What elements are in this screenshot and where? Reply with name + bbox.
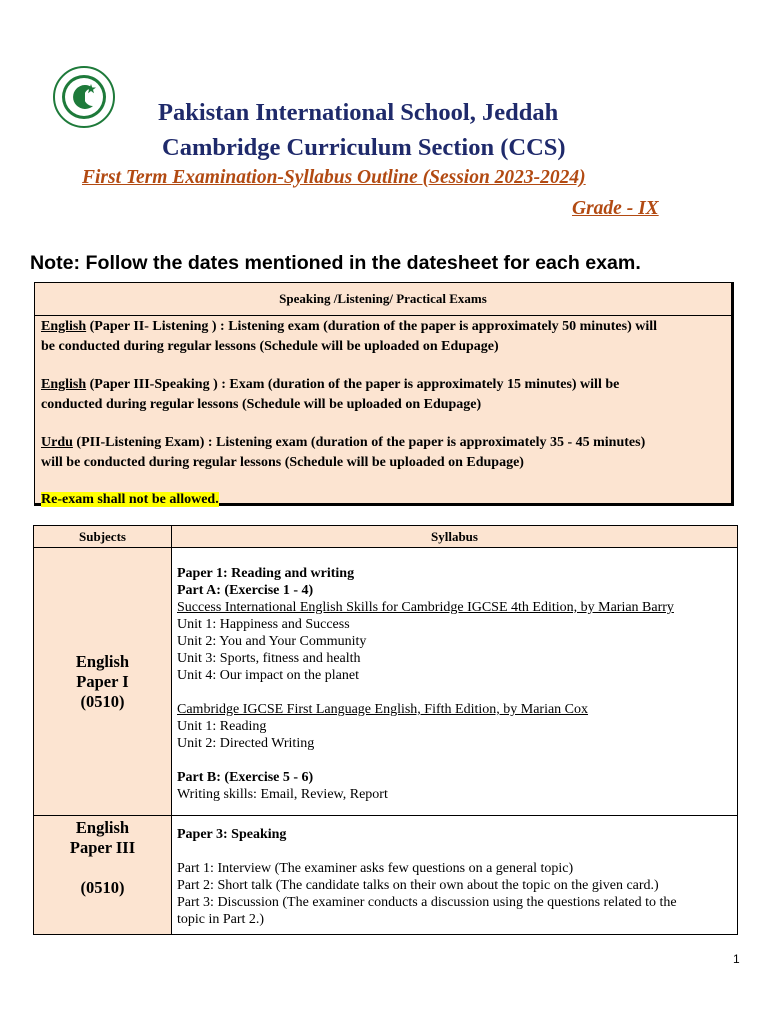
subject-cell: [34, 816, 172, 935]
datesheet-note: Note: Follow the dates mentioned in the datesheet for each exam.: [30, 252, 641, 274]
list-item: Unit 1: Reading: [177, 719, 267, 734]
paper-title: Paper 1: Reading and writing: [177, 566, 355, 581]
list-item: Part 2: Short talk (The candidate talks on their own about the topic on the given card.): [177, 878, 659, 893]
subject-name: English: [41, 377, 87, 392]
item-text: (Paper II- Listening ) : Listening exam (duration of the paper is approximately 50 minutes) will: [86, 319, 658, 334]
header-syllabus: Syllabus: [172, 526, 738, 548]
header-subjects: Subjects: [34, 526, 172, 548]
list-item: Part 3: Discussion (The examiner conducts a discussion using the questions related to the: [177, 895, 677, 910]
reexam-notice: [41, 490, 729, 510]
subject-name: Urdu: [41, 435, 73, 450]
section-name: Cambridge Curriculum Section (CCS): [162, 134, 566, 161]
exam-title: First Term Examination-Syllabus Outline (Session 2023-2024): [82, 167, 586, 188]
subject-line: (0510): [80, 691, 125, 711]
subject-cell: [34, 548, 172, 816]
speaking-box-title: Speaking /Listening/ Practical Exams: [35, 283, 731, 316]
grade-label: Grade - IX: [572, 198, 659, 219]
syllabus-cell: [172, 548, 738, 816]
english-listening-item: [41, 317, 729, 357]
subject-line: English: [75, 651, 130, 671]
subject-line: English: [75, 818, 130, 837]
subject-line: (0510): [80, 878, 125, 897]
list-item: Unit 2: Directed Writing: [177, 736, 315, 751]
list-item: Unit 4: Our impact on the planet: [177, 668, 359, 683]
item-text: (Paper III-Speaking ) : Exam (duration of the paper is approximately 15 minutes) will be: [86, 377, 620, 392]
syllabus-cell: [172, 816, 738, 935]
item-text-line2: will be conducted during regular lessons (Schedule will be uploaded on Edupage): [41, 455, 524, 470]
subject-name: English: [41, 319, 87, 334]
english-speaking-item: [41, 375, 729, 415]
speaking-listening-box: [34, 282, 734, 506]
paper-title: Paper 3: Speaking: [177, 827, 287, 842]
part-b-title: Part B: (Exercise 5 - 6): [177, 770, 314, 785]
item-text-line2: conducted during regular lessons (Schedule will be uploaded on Edupage): [41, 397, 482, 412]
reexam-text: Re-exam shall not be allowed.: [41, 492, 219, 507]
book-title: Cambridge IGCSE First Language English, Fifth Edition, by Marian Cox: [177, 702, 589, 717]
item-text-line2: be conducted during regular lessons (Schedule will be uploaded on Edupage): [41, 339, 499, 354]
list-item: Part 1: Interview (The examiner asks few questions on a general topic): [177, 861, 574, 876]
item-text: (PII-Listening Exam) : Listening exam (duration of the paper is approximately 35 - 45 minutes): [72, 435, 646, 450]
list-item: Unit 2: You and Your Community: [177, 634, 367, 649]
part-a-title: Part A: (Exercise 1 - 4): [177, 583, 314, 598]
list-item: Unit 1: Happiness and Success: [177, 617, 350, 632]
syllabus-table: [33, 525, 738, 935]
urdu-listening-item: [41, 433, 729, 473]
page-number: 1: [733, 952, 740, 966]
table-row: [34, 548, 738, 816]
school-logo: [53, 66, 115, 128]
list-item: Writing skills: Email, Review, Report: [177, 787, 388, 802]
list-item: Unit 3: Sports, fitness and health: [177, 651, 361, 666]
book-title: Success International English Skills for Cambridge IGCSE 4th Edition, by Marian Barry: [177, 600, 674, 615]
table-row: [34, 816, 738, 935]
school-crest-icon: [53, 66, 115, 128]
list-item: topic in Part 2.): [177, 912, 265, 927]
subject-line: Paper I: [76, 671, 129, 691]
table-header-row: [34, 526, 738, 548]
subject-line: Paper III: [69, 838, 136, 857]
school-name: Pakistan International School, Jeddah: [158, 99, 559, 126]
